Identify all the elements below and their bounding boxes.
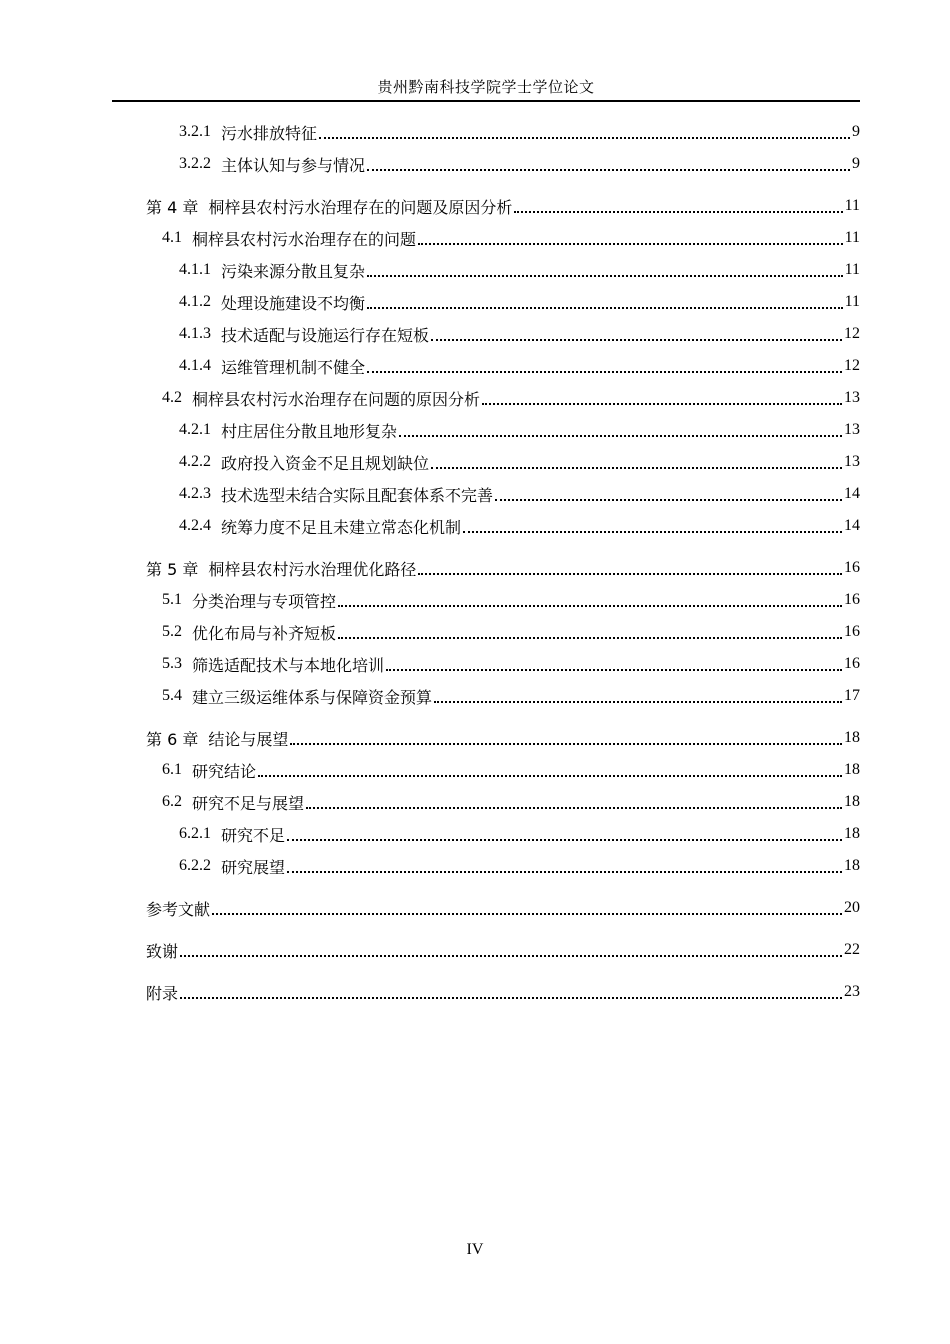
toc-entry-number: 3.2.2 — [179, 155, 211, 172]
toc-entry-page: 12 — [844, 357, 860, 374]
toc-entry-page: 17 — [844, 687, 860, 704]
toc-entry-title: 结论与展望 — [208, 729, 289, 749]
toc-entry-page: 11 — [844, 293, 860, 310]
toc-entry[interactable] — [146, 318, 860, 350]
toc-dot-leader — [212, 912, 842, 915]
toc-dot-leader — [418, 572, 842, 575]
toc-entry-page: 20 — [844, 899, 860, 916]
toc-entry-title: 技术选型未结合实际且配套体系不完善 — [221, 487, 494, 505]
toc-entry-number: 4.2.4 — [179, 517, 211, 534]
toc-entry[interactable] — [146, 722, 860, 754]
toc-entry-number: 4.1.4 — [179, 357, 211, 374]
toc-entry-title: 桐梓县农村污水治理存在的问题及原因分析 — [208, 197, 513, 217]
toc-dot-leader — [287, 838, 842, 841]
toc-entry-page: 11 — [844, 197, 860, 214]
toc-entry-page: 16 — [844, 623, 860, 640]
toc-dot-leader — [367, 274, 843, 277]
toc-dot-leader — [399, 434, 842, 437]
toc-entry-title: 致谢 — [146, 941, 179, 961]
toc-entry-title: 研究不足 — [221, 827, 286, 845]
toc-entry-page: 22 — [844, 941, 860, 958]
toc-entry-title: 处理设施建设不均衡 — [221, 295, 366, 313]
toc-dot-leader — [306, 806, 842, 809]
toc-entry-number: 6.2.1 — [179, 825, 211, 842]
toc-entry-title: 研究不足与展望 — [192, 795, 305, 813]
toc-entry-title: 技术适配与设施运行存在短板 — [221, 327, 430, 345]
toc-entry-page: 18 — [844, 793, 860, 810]
toc-entry-page: 12 — [844, 325, 860, 342]
toc-dot-leader — [367, 370, 842, 373]
toc-entry-page: 18 — [844, 729, 860, 746]
toc-entry[interactable] — [146, 976, 860, 1008]
toc-entry-page: 16 — [844, 591, 860, 608]
toc-entry[interactable] — [146, 350, 860, 382]
toc-entry[interactable] — [146, 934, 860, 966]
toc-entry-page: 16 — [844, 655, 860, 672]
toc-entry-number: 4.1 — [162, 229, 182, 246]
toc-entry-page: 18 — [844, 761, 860, 778]
toc-entry-number: 4.1.2 — [179, 293, 211, 310]
toc-dot-leader — [434, 700, 842, 703]
table-of-contents — [146, 116, 860, 1008]
toc-entry-number: 4.1.3 — [179, 325, 211, 342]
toc-entry[interactable] — [146, 892, 860, 924]
toc-entry[interactable] — [146, 190, 860, 222]
toc-entry[interactable] — [146, 616, 860, 648]
toc-entry-title: 附录 — [146, 983, 179, 1003]
toc-entry-number: 第 6 章 — [146, 729, 199, 749]
toc-dot-leader — [258, 774, 842, 777]
toc-entry[interactable] — [146, 446, 860, 478]
toc-entry[interactable] — [146, 648, 860, 680]
toc-entry[interactable] — [146, 552, 860, 584]
toc-entry-title: 研究结论 — [192, 763, 257, 781]
toc-entry-number: 6.1 — [162, 761, 182, 778]
toc-entry[interactable] — [146, 478, 860, 510]
toc-entry-title: 研究展望 — [221, 859, 286, 877]
toc-entry[interactable] — [146, 786, 860, 818]
toc-entry-page: 11 — [844, 229, 860, 246]
toc-entry-title: 桐梓县农村污水治理存在的问题 — [192, 231, 417, 249]
toc-entry-number: 6.2 — [162, 793, 182, 810]
toc-entry-page: 18 — [844, 825, 860, 842]
toc-dot-leader — [338, 636, 842, 639]
toc-entry[interactable] — [146, 116, 860, 148]
toc-entry-number: 5.4 — [162, 687, 182, 704]
toc-entry-number: 6.2.2 — [179, 857, 211, 874]
toc-entry-number: 3.2.1 — [179, 123, 211, 140]
page-number: IV — [466, 1241, 484, 1258]
toc-entry[interactable] — [146, 818, 860, 850]
toc-dot-leader — [514, 210, 842, 213]
toc-entry-number: 第 5 章 — [146, 559, 199, 579]
toc-entry-page: 14 — [844, 517, 860, 534]
toc-entry-page: 13 — [844, 421, 860, 438]
header-rule — [112, 100, 860, 102]
page-header: 贵州黔南科技学院学士学位论文 — [377, 80, 595, 96]
toc-dot-leader — [431, 466, 842, 469]
toc-dot-leader — [287, 870, 842, 873]
toc-entry-page: 13 — [844, 389, 860, 406]
toc-entry-title: 筛选适配技术与本地化培训 — [192, 657, 385, 675]
toc-entry[interactable] — [146, 510, 860, 542]
toc-dot-leader — [482, 402, 842, 405]
toc-entry-number: 4.2.2 — [179, 453, 211, 470]
toc-entry-number: 4.2 — [162, 389, 182, 406]
toc-dot-leader — [431, 338, 842, 341]
toc-entry-title: 村庄居住分散且地形复杂 — [221, 423, 398, 441]
toc-entry-title: 分类治理与专项管控 — [192, 593, 337, 611]
toc-dot-leader — [418, 242, 843, 245]
toc-dot-leader — [338, 604, 842, 607]
toc-entry-number: 5.1 — [162, 591, 182, 608]
toc-entry-title: 参考文献 — [146, 899, 211, 919]
toc-entry-page: 13 — [844, 453, 860, 470]
toc-entry[interactable] — [146, 754, 860, 786]
toc-entry[interactable] — [146, 850, 860, 882]
toc-entry-page: 16 — [844, 559, 860, 576]
toc-entry-number: 5.2 — [162, 623, 182, 640]
toc-entry[interactable] — [146, 382, 860, 414]
toc-entry[interactable] — [146, 414, 860, 446]
toc-entry-page: 14 — [844, 485, 860, 502]
toc-entry-page: 9 — [852, 155, 860, 172]
toc-entry-title: 政府投入资金不足且规划缺位 — [221, 455, 430, 473]
toc-entry-title: 主体认知与参与情况 — [221, 157, 366, 175]
toc-entry-title: 统筹力度不足且未建立常态化机制 — [221, 519, 462, 537]
toc-entry-page: 23 — [844, 983, 860, 1000]
toc-entry-number: 4.1.1 — [179, 261, 211, 278]
toc-dot-leader — [367, 306, 843, 309]
toc-dot-leader — [180, 954, 842, 957]
toc-entry-title: 桐梓县农村污水治理存在问题的原因分析 — [192, 391, 481, 409]
toc-entry[interactable] — [146, 584, 860, 616]
toc-entry-title: 建立三级运维体系与保障资金预算 — [192, 689, 433, 707]
toc-entry[interactable] — [146, 222, 860, 254]
toc-entry-page: 11 — [844, 261, 860, 278]
toc-entry-title: 污水排放特征 — [221, 125, 318, 143]
toc-dot-leader — [180, 996, 842, 999]
toc-entry[interactable] — [146, 254, 860, 286]
toc-entry-number: 5.3 — [162, 655, 182, 672]
toc-dot-leader — [463, 530, 842, 533]
toc-entry-number: 4.2.1 — [179, 421, 211, 438]
toc-entry-number: 4.2.3 — [179, 485, 211, 502]
toc-entry-page: 18 — [844, 857, 860, 874]
toc-entry-number: 第 4 章 — [146, 197, 199, 217]
toc-entry-title: 桐梓县农村污水治理优化路径 — [208, 559, 417, 579]
toc-entry[interactable] — [146, 286, 860, 318]
toc-entry[interactable] — [146, 680, 860, 712]
toc-dot-leader — [319, 136, 850, 139]
toc-entry-title: 运维管理机制不健全 — [221, 359, 366, 377]
toc-dot-leader — [386, 668, 842, 671]
toc-dot-leader — [495, 498, 842, 501]
toc-dot-leader — [367, 168, 850, 171]
toc-entry-title: 污染来源分散且复杂 — [221, 263, 366, 281]
toc-entry-title: 优化布局与补齐短板 — [192, 625, 337, 643]
toc-entry-page: 9 — [852, 123, 860, 140]
toc-entry[interactable] — [146, 148, 860, 180]
toc-dot-leader — [290, 742, 842, 745]
